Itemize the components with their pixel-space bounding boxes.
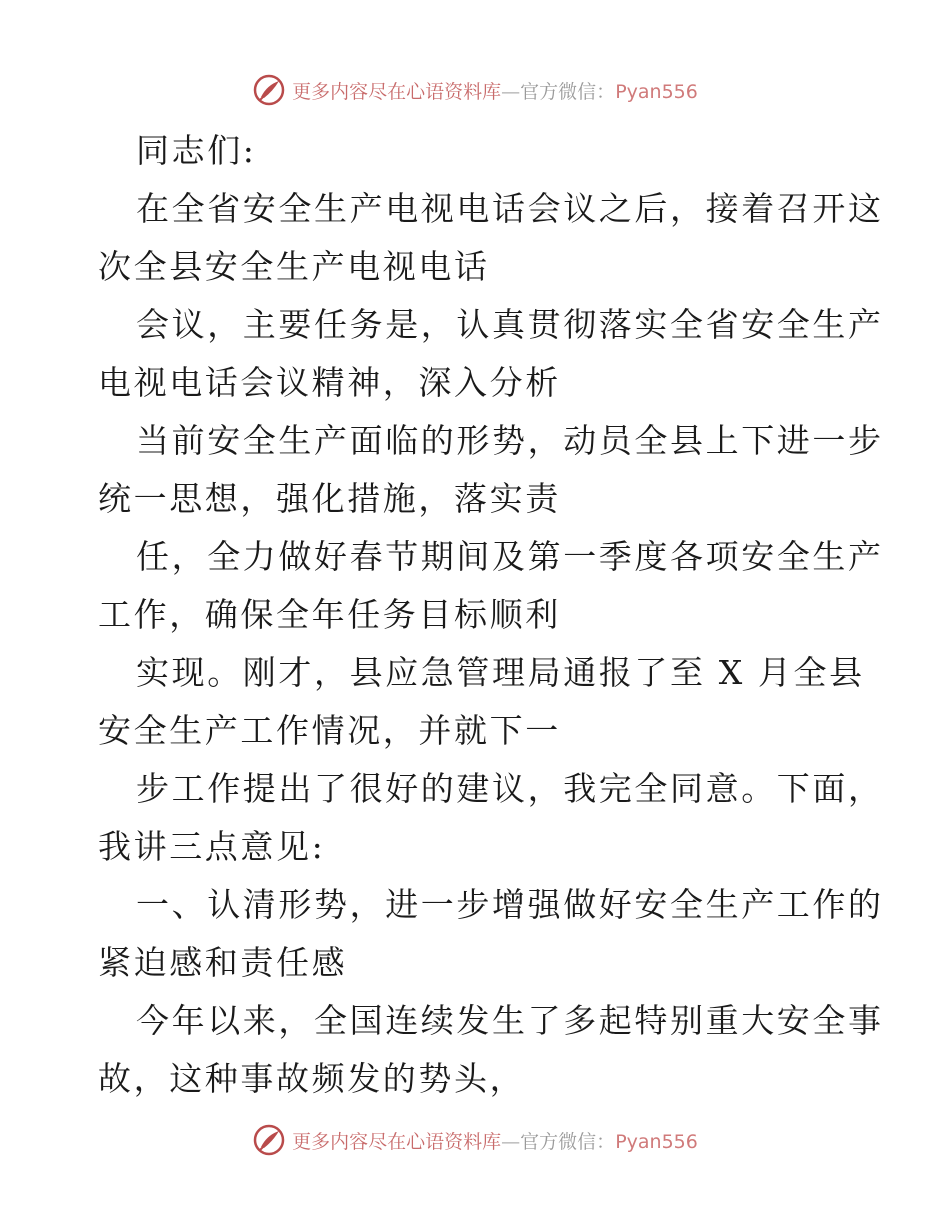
text-line: 次全县安全生产电视电话 [98, 247, 490, 286]
watermark-wechat-label: 官方微信： [520, 1130, 616, 1153]
text-line: 工作，确保全年任务目标顺利 [98, 595, 561, 634]
header-watermark [0, 70, 950, 110]
footer-watermark [0, 1120, 950, 1160]
text-line: 步工作提出了很好的建议，我完全同意。下面， [136, 769, 884, 808]
text-line: 同志们: [136, 131, 257, 170]
document-body [98, 122, 884, 1108]
text-line: 一、认清形势，进一步增强做好安全生产工作的 [136, 885, 884, 924]
text-line: 任，全力做好春节期间及第一季度各项安全生产 [136, 537, 884, 576]
quill-seal-icon [252, 73, 286, 107]
watermark-handle: Pyan556 [615, 80, 698, 103]
watermark-separator: — [501, 1130, 521, 1153]
text-line: 会议，主要任务是，认真贯彻落实全省安全生产 [136, 305, 884, 344]
text-line: 在全省安全生产电视电话会议之后，接着召开这 [136, 189, 884, 228]
watermark-separator: — [501, 80, 521, 103]
watermark-wechat-label: 官方微信： [520, 80, 616, 103]
watermark-text [292, 1127, 698, 1154]
watermark-handle: Pyan556 [615, 1130, 698, 1153]
text-line: 紧迫感和责任感 [98, 943, 348, 982]
text-line: 实现。刚才，县应急管理局通报了至 X 月全县 [136, 653, 865, 692]
text-line: 统一思想，强化措施，落实责 [98, 479, 561, 518]
watermark-label: 更多内容尽在心语资料库 [292, 80, 502, 103]
text-line: 安全生产工作情况，并就下一 [98, 711, 561, 750]
text-line: 今年以来，全国连续发生了多起特别重大安全事 [136, 1001, 884, 1040]
text-line: 当前安全生产面临的形势，动员全县上下进一步 [136, 421, 884, 460]
text-line: 电视电话会议精神，深入分析 [98, 363, 561, 402]
text-line: 我讲三点意见: [98, 827, 326, 866]
quill-seal-icon [252, 1123, 286, 1157]
watermark-text [292, 77, 698, 104]
text-line: 故，这种事故频发的势头， [98, 1059, 526, 1098]
watermark-label: 更多内容尽在心语资料库 [292, 1130, 502, 1153]
